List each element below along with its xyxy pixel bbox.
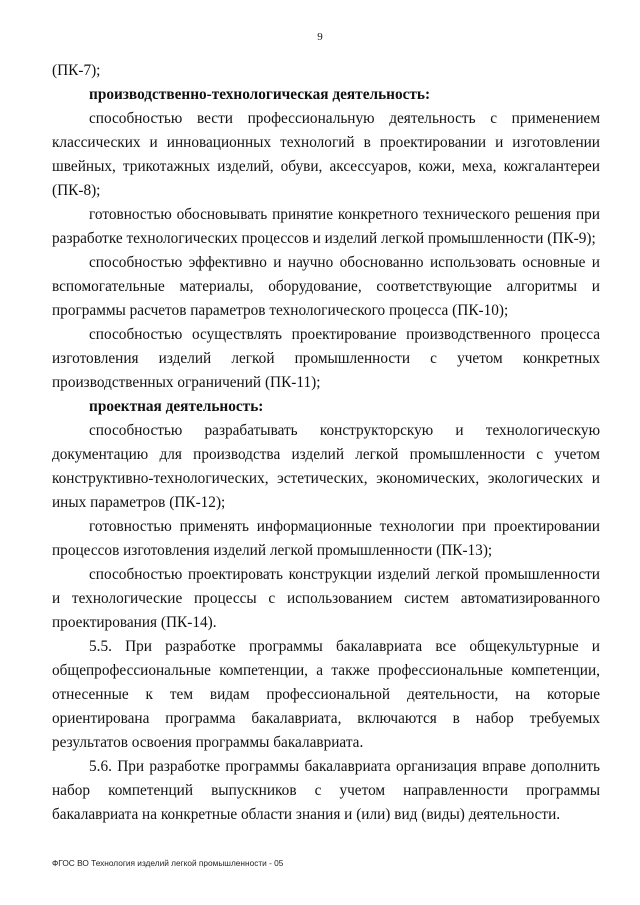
paragraph-5-6: 5.6. При разработке программы бакалавриата организация вправе дополнить набор компетенций выпускников с учетом направленности программы бакалавриата на конкретные области знания и (или) вид (виды) деятельности. — [52, 758, 600, 823]
page-footer: ФГОС ВО Технология изделий легкой промышленности - 05 — [52, 858, 284, 868]
paragraph-pk7-tail: (ПК-7); — [52, 62, 101, 79]
section-heading-production-technological: производственно-технологическая деятельность: — [89, 86, 431, 103]
paragraph-5-5: 5.5. При разработке программы бакалавриата все общекультурные и общепрофессиональные компетенции, а также профессиональные компетенции, отнесенные к тем видам профессиональной деятельности, на которые ориентирована программа бакалавриата, включаются в набор требуемых результатов освоения программы бакалавриата. — [52, 638, 600, 751]
paragraph-pk8: способностью вести профессиональную деятельность с применением классических и инновационных технологий в проектировании и изготовлении швейных, трикотажных изделий, обуви, аксессуаров, кожи, меха, кожгалантереи (ПК-8); — [52, 110, 600, 199]
paragraph-pk9: готовностью обосновывать принятие конкретного технического решения при разработке технологических процессов и изделий легкой промышленности (ПК-9); — [52, 206, 600, 247]
paragraph-pk13: готовностью применять информационные технологии при проектировании процессов изготовления изделий легкой промышленности (ПК-13); — [52, 518, 600, 559]
page-number: 9 — [317, 31, 323, 43]
paragraph-pk11: способностью осуществлять проектирование производственного процесса изготовления изделий легкой промышленности с учетом конкретных производственных ограничений (ПК-11); — [52, 326, 600, 391]
section-heading-design: проектная деятельность: — [89, 398, 264, 415]
paragraph-pk10: способностью эффективно и научно обоснованно использовать основные и вспомогательные материалы, оборудование, соответствующие алгоритмы и программы расчетов параметров технологического процесса (ПК-10); — [52, 254, 600, 319]
paragraph-pk14: способностью проектировать конструкции изделий легкой промышленности и технологические процессы с использованием систем автоматизированного проектирования (ПК-14). — [52, 566, 600, 631]
page-body — [52, 59, 600, 827]
paragraph-pk12: способностью разрабатывать конструкторскую и технологическую документацию для производства изделий легкой промышленности с учетом конструктивно-технологических, эстетических, экономических, экологических и иных параметров (ПК-12); — [52, 422, 600, 511]
